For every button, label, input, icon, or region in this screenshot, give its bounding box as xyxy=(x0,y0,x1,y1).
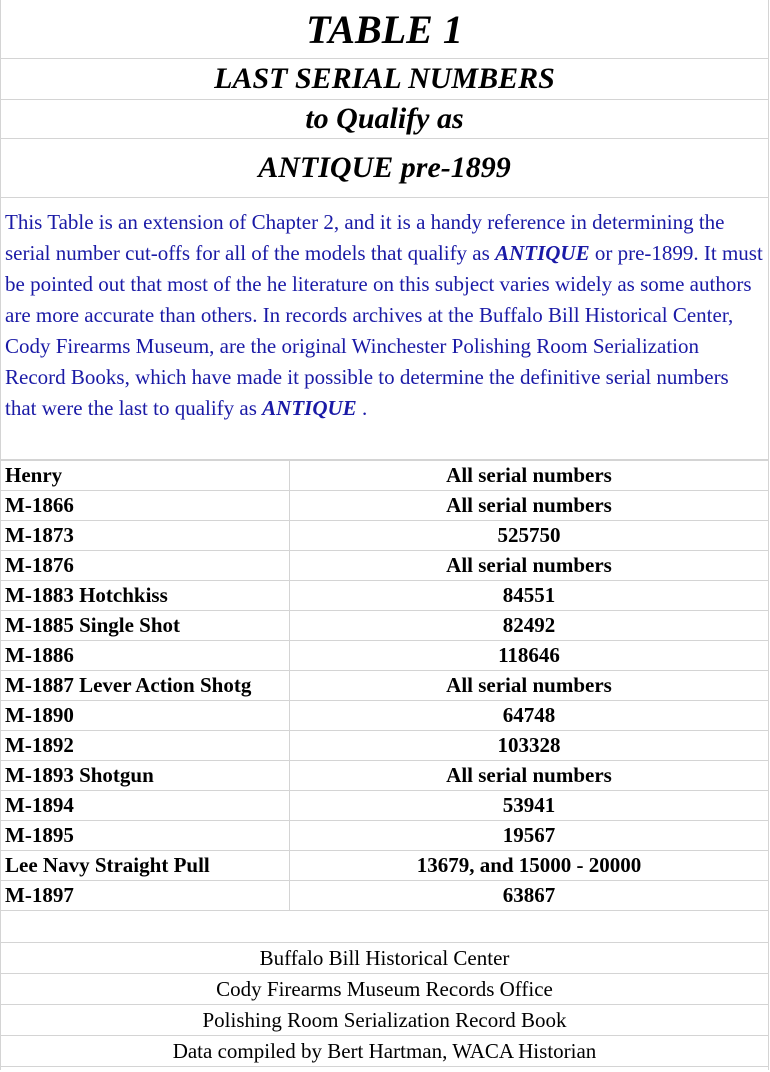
empty-row xyxy=(1,911,768,943)
model-cell[interactable]: M-1873 xyxy=(1,521,290,551)
model-cell[interactable]: Henry xyxy=(1,461,290,491)
serial-cell[interactable]: 525750 xyxy=(290,521,769,551)
table-title: TABLE 1 xyxy=(1,0,768,59)
serial-cell[interactable]: 63867 xyxy=(290,881,769,911)
table-row xyxy=(1,581,769,611)
model-cell[interactable]: M-1866 xyxy=(1,491,290,521)
serial-cell[interactable]: 82492 xyxy=(290,611,769,641)
serial-cell[interactable]: All serial numbers xyxy=(290,551,769,581)
model-cell[interactable]: M-1883 Hotchkiss xyxy=(1,581,290,611)
intro-emphasis-antique-1: ANTIQUE xyxy=(495,241,590,265)
intro-emphasis-antique-2: ANTIQUE xyxy=(262,396,357,420)
serial-cell[interactable]: All serial numbers xyxy=(290,761,769,791)
serial-cell[interactable]: All serial numbers xyxy=(290,671,769,701)
table-row xyxy=(1,551,769,581)
serial-cell[interactable]: 118646 xyxy=(290,641,769,671)
table-row xyxy=(1,791,769,821)
intro-text-1: This Table is an extension of Chapter 2, and it is a handy reference in determining the serial number cut-offs for all of the models that qualify as xyxy=(5,210,725,265)
model-cell[interactable]: M-1895 xyxy=(1,821,290,851)
model-cell[interactable]: M-1887 Lever Action Shotg xyxy=(1,671,290,701)
serial-cell[interactable]: 64748 xyxy=(290,701,769,731)
table-row xyxy=(1,521,769,551)
intro-text-3: . xyxy=(356,396,368,420)
serial-cell[interactable]: 19567 xyxy=(290,821,769,851)
serial-cell[interactable]: 53941 xyxy=(290,791,769,821)
table-row xyxy=(1,491,769,521)
model-cell[interactable]: Lee Navy Straight Pull xyxy=(1,851,290,881)
subtitle-line-3: ANTIQUE pre-1899 xyxy=(1,139,768,198)
model-cell[interactable]: M-1890 xyxy=(1,701,290,731)
serial-table xyxy=(0,460,769,911)
table-row xyxy=(1,821,769,851)
footer-credit: Data compiled by Bert Hartman, WACA Historian xyxy=(1,1036,768,1067)
model-cell[interactable]: M-1885 Single Shot xyxy=(1,611,290,641)
model-cell[interactable]: M-1893 Shotgun xyxy=(1,761,290,791)
table-row xyxy=(1,731,769,761)
table-row xyxy=(1,761,769,791)
serial-cell[interactable]: All serial numbers xyxy=(290,491,769,521)
table-row xyxy=(1,671,769,701)
model-cell[interactable]: M-1892 xyxy=(1,731,290,761)
model-cell[interactable]: M-1876 xyxy=(1,551,290,581)
intro-text-2: or pre-1899. It must be pointed out that most of the he literature on this subject varies widely as some authors are more accurate than others. In records archives at the Buffalo Bill Historical Center, Cody Firearms Museum, are the original Winchester Polishing Room Serialization Record Books, which have made it possible to determine the definitive serial numbers that were the last to qualify as xyxy=(5,241,763,420)
subtitle-line-2: to Qualify as xyxy=(1,100,768,139)
table-row xyxy=(1,641,769,671)
footer-source-1: Buffalo Bill Historical Center xyxy=(1,943,768,974)
table-row xyxy=(1,461,769,491)
serial-cell[interactable]: All serial numbers xyxy=(290,461,769,491)
subtitle-line-1: LAST SERIAL NUMBERS xyxy=(1,59,768,100)
model-cell[interactable]: M-1897 xyxy=(1,881,290,911)
table-row xyxy=(1,611,769,641)
model-cell[interactable]: M-1886 xyxy=(1,641,290,671)
model-cell[interactable]: M-1894 xyxy=(1,791,290,821)
footer-source-2: Cody Firearms Museum Records Office xyxy=(1,974,768,1005)
footer-source-3: Polishing Room Serialization Record Book xyxy=(1,1005,768,1036)
serial-cell[interactable]: 103328 xyxy=(290,731,769,761)
intro-paragraph xyxy=(1,198,768,460)
serial-cell[interactable]: 84551 xyxy=(290,581,769,611)
serial-cell[interactable]: 13679, and 15000 - 20000 xyxy=(290,851,769,881)
table-row xyxy=(1,881,769,911)
table-row xyxy=(1,851,769,881)
table-row xyxy=(1,701,769,731)
